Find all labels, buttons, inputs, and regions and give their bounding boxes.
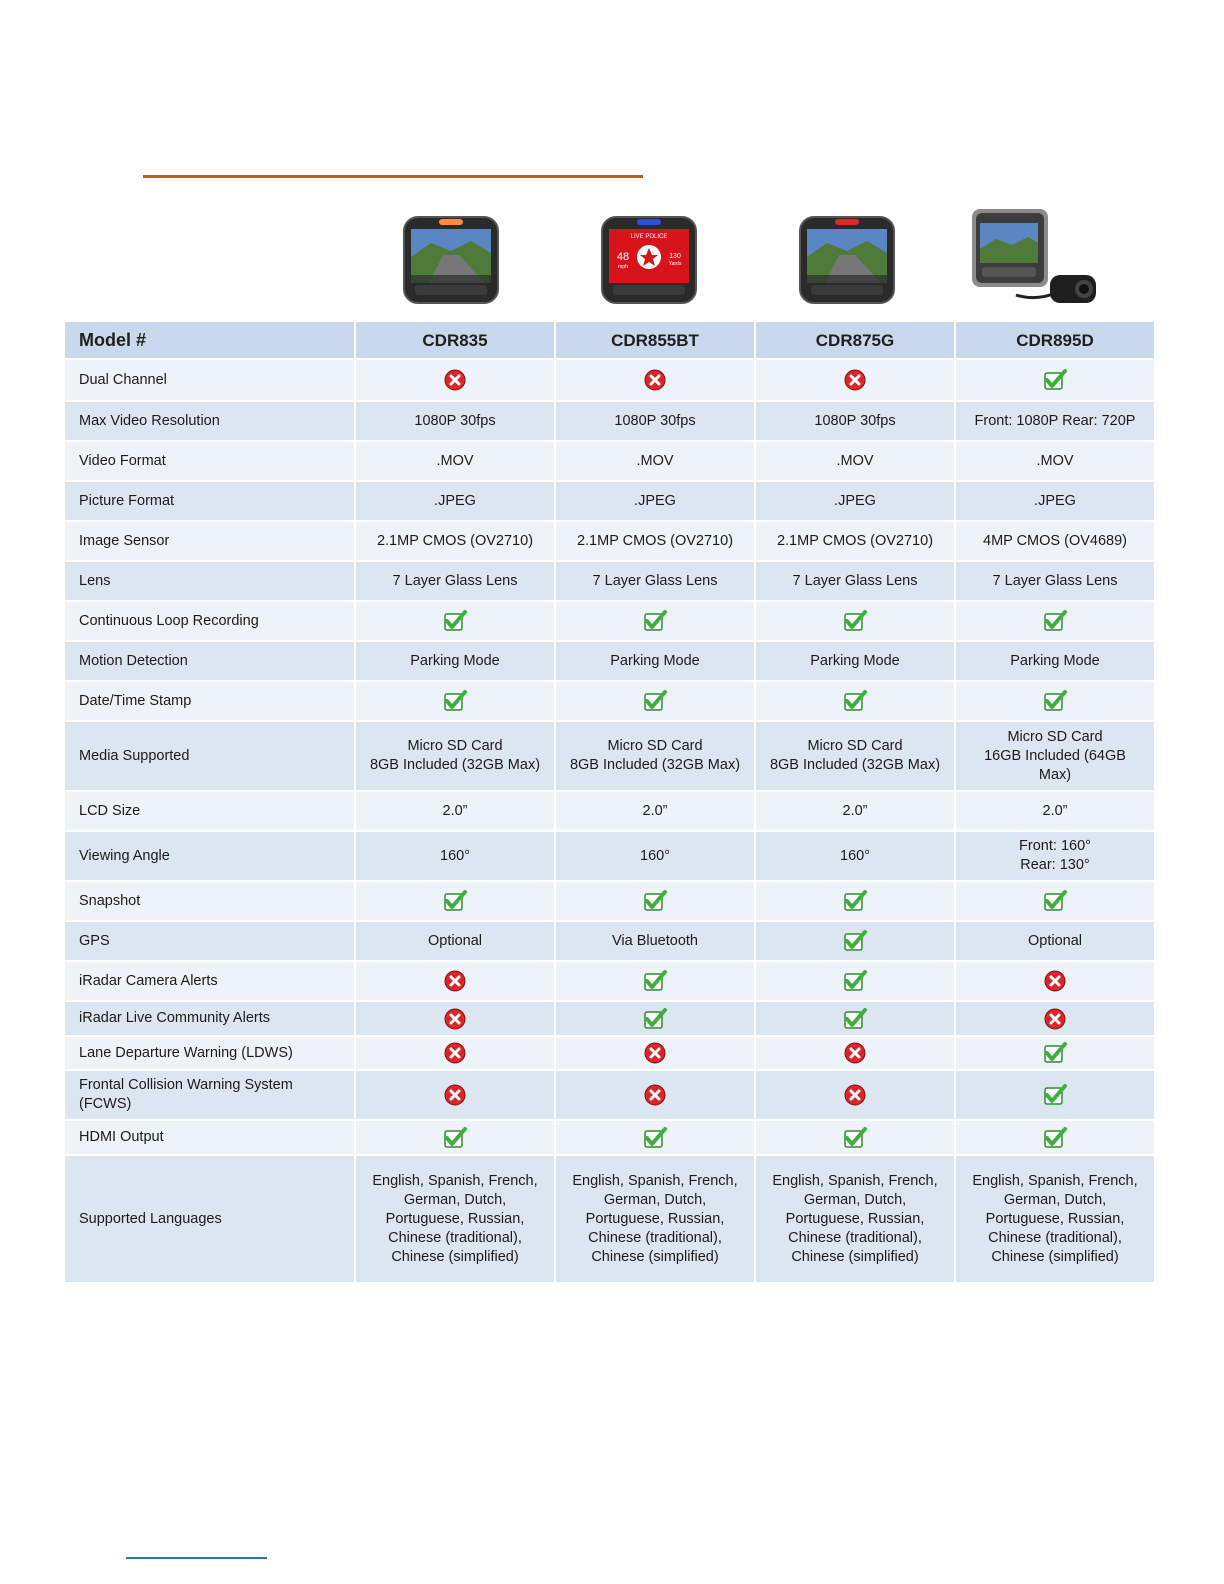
table-cell: .JPEG	[556, 482, 754, 520]
header-label: Model #	[65, 322, 354, 358]
table-cell: 2.0”	[956, 792, 1154, 830]
dashcam-icon	[352, 205, 550, 317]
table-row	[65, 562, 1154, 600]
table-cell: Micro SD Card 16GB Included (64GB Max)	[956, 722, 1154, 790]
table-row	[65, 522, 1154, 560]
dashcam-icon	[748, 205, 946, 317]
table-header-row	[65, 322, 1154, 358]
table-cell: 1080P 30fps	[356, 402, 554, 440]
cross-icon	[442, 368, 468, 392]
product-image-cdr855bt	[550, 205, 748, 317]
table-cell	[356, 682, 554, 720]
table-row	[65, 1121, 1154, 1154]
table-cell	[556, 1071, 754, 1119]
table-cell	[756, 360, 954, 400]
table-cell	[556, 962, 754, 1000]
table-cell	[956, 1002, 1154, 1035]
comparison-table	[63, 320, 1156, 1284]
title-rule	[143, 175, 643, 178]
dashcam-icon	[550, 205, 748, 317]
table-row	[65, 882, 1154, 920]
row-label: Max Video Resolution	[65, 402, 354, 440]
cross-icon	[442, 1007, 468, 1031]
table-cell: Micro SD Card 8GB Included (32GB Max)	[356, 722, 554, 790]
table-cell: English, Spanish, French, German, Dutch, Portuguese, Russian, Chinese (traditional), Chinese (simplified)	[356, 1156, 554, 1282]
table-cell: 4MP CMOS (OV4689)	[956, 522, 1154, 560]
table-cell	[756, 682, 954, 720]
table-cell: Parking Mode	[956, 642, 1154, 680]
table-cell	[956, 962, 1154, 1000]
check-icon	[442, 609, 468, 633]
cross-icon	[642, 368, 668, 392]
table-cell	[356, 1121, 554, 1154]
row-label: Picture Format	[65, 482, 354, 520]
table-cell: English, Spanish, French, German, Dutch, Portuguese, Russian, Chinese (traditional), Chinese (simplified)	[756, 1156, 954, 1282]
table-cell	[556, 602, 754, 640]
table-cell: 2.0”	[556, 792, 754, 830]
row-label: iRadar Live Community Alerts	[65, 1002, 354, 1035]
table-cell: Via Bluetooth	[556, 922, 754, 960]
table-cell: Parking Mode	[356, 642, 554, 680]
table-cell	[556, 360, 754, 400]
cross-icon	[442, 969, 468, 993]
table-cell: 2.1MP CMOS (OV2710)	[756, 522, 954, 560]
table-row	[65, 1156, 1154, 1282]
check-icon	[442, 889, 468, 913]
check-icon	[842, 929, 868, 953]
table-cell: .JPEG	[956, 482, 1154, 520]
cross-icon	[1042, 969, 1068, 993]
svg-text:mph: mph	[618, 264, 628, 270]
model-cdr835: CDR835	[356, 322, 554, 358]
table-cell	[756, 962, 954, 1000]
table-cell	[956, 1121, 1154, 1154]
row-label: Lens	[65, 562, 354, 600]
row-label: Supported Languages	[65, 1156, 354, 1282]
table-cell	[956, 1037, 1154, 1069]
row-label: Image Sensor	[65, 522, 354, 560]
row-label: Snapshot	[65, 882, 354, 920]
check-icon	[1042, 1083, 1068, 1107]
table-cell	[556, 882, 754, 920]
table-cell: .JPEG	[756, 482, 954, 520]
check-icon	[442, 1126, 468, 1150]
table-row	[65, 482, 1154, 520]
check-icon	[1042, 609, 1068, 633]
row-label: Dual Channel	[65, 360, 354, 400]
table-cell	[356, 602, 554, 640]
check-icon	[842, 1007, 868, 1031]
check-icon	[642, 1126, 668, 1150]
check-icon	[642, 689, 668, 713]
check-icon	[642, 969, 668, 993]
check-icon	[842, 689, 868, 713]
table-cell: Optional	[356, 922, 554, 960]
table-cell: 160°	[556, 832, 754, 880]
check-icon	[642, 1007, 668, 1031]
table-cell	[756, 1002, 954, 1035]
table-row	[65, 402, 1154, 440]
check-icon	[1042, 889, 1068, 913]
row-label: Motion Detection	[65, 642, 354, 680]
table-cell: .MOV	[356, 442, 554, 480]
table-cell: English, Spanish, French, German, Dutch, Portuguese, Russian, Chinese (traditional), Chinese (simplified)	[956, 1156, 1154, 1282]
row-label: Viewing Angle	[65, 832, 354, 880]
footer-rule	[126, 1557, 267, 1559]
check-icon	[842, 1126, 868, 1150]
table-cell: 2.1MP CMOS (OV2710)	[356, 522, 554, 560]
check-icon	[842, 969, 868, 993]
row-label: LCD Size	[65, 792, 354, 830]
row-label: iRadar Camera Alerts	[65, 962, 354, 1000]
table-cell	[756, 602, 954, 640]
row-label: Video Format	[65, 442, 354, 480]
cross-icon	[842, 1083, 868, 1107]
model-cdr875g: CDR875G	[756, 322, 954, 358]
table-cell: 7 Layer Glass Lens	[756, 562, 954, 600]
table-cell	[756, 1121, 954, 1154]
table-cell	[956, 1071, 1154, 1119]
cross-icon	[842, 1041, 868, 1065]
dashcam-icon	[946, 205, 1144, 317]
check-icon	[442, 689, 468, 713]
table-cell: Micro SD Card 8GB Included (32GB Max)	[556, 722, 754, 790]
svg-text:LIVE POLICE: LIVE POLICE	[630, 234, 668, 240]
row-label: Media Supported	[65, 722, 354, 790]
table-cell: .MOV	[956, 442, 1154, 480]
table-cell: 7 Layer Glass Lens	[956, 562, 1154, 600]
table-row	[65, 922, 1154, 960]
model-cdr895d: CDR895D	[956, 322, 1154, 358]
table-cell: 1080P 30fps	[756, 402, 954, 440]
model-cdr855bt: CDR855BT	[556, 322, 754, 358]
table-cell	[556, 1002, 754, 1035]
table-row	[65, 1002, 1154, 1035]
product-image-cdr895d	[946, 205, 1144, 317]
cross-icon	[442, 1041, 468, 1065]
table-cell	[356, 882, 554, 920]
table-cell: 2.0”	[756, 792, 954, 830]
row-label: Lane Departure Warning (LDWS)	[65, 1037, 354, 1069]
table-cell: .JPEG	[356, 482, 554, 520]
row-label: Date/Time Stamp	[65, 682, 354, 720]
table-cell	[756, 922, 954, 960]
table-cell	[556, 682, 754, 720]
product-image-cdr875g	[748, 205, 946, 317]
table-cell	[356, 1037, 554, 1069]
table-cell	[956, 682, 1154, 720]
check-icon	[642, 609, 668, 633]
svg-text:48: 48	[616, 251, 630, 263]
table-cell: Optional	[956, 922, 1154, 960]
table-row	[65, 722, 1154, 790]
table-cell	[556, 1121, 754, 1154]
table-cell: 2.1MP CMOS (OV2710)	[556, 522, 754, 560]
table-cell	[756, 882, 954, 920]
table-cell: Parking Mode	[756, 642, 954, 680]
table-cell: Micro SD Card 8GB Included (32GB Max)	[756, 722, 954, 790]
table-cell: .MOV	[556, 442, 754, 480]
check-icon	[1042, 689, 1068, 713]
table-cell	[956, 602, 1154, 640]
table-cell	[956, 882, 1154, 920]
table-cell	[956, 360, 1154, 400]
cross-icon	[442, 1083, 468, 1107]
table-row	[65, 962, 1154, 1000]
table-cell	[556, 1037, 754, 1069]
row-label: Frontal Collision Warning System (FCWS)	[65, 1071, 354, 1119]
table-cell	[356, 1002, 554, 1035]
row-label: GPS	[65, 922, 354, 960]
table-row	[65, 682, 1154, 720]
table-row	[65, 832, 1154, 880]
table-row	[65, 442, 1154, 480]
table-cell: Front: 1080P Rear: 720P	[956, 402, 1154, 440]
table-row	[65, 642, 1154, 680]
table-cell	[356, 360, 554, 400]
check-icon	[1042, 1041, 1068, 1065]
row-label: Continuous Loop Recording	[65, 602, 354, 640]
check-icon	[842, 889, 868, 913]
table-cell: 7 Layer Glass Lens	[356, 562, 554, 600]
cross-icon	[842, 368, 868, 392]
check-icon	[1042, 368, 1068, 392]
check-icon	[842, 609, 868, 633]
table-cell: 1080P 30fps	[556, 402, 754, 440]
svg-text:130: 130	[669, 253, 681, 260]
table-cell: .MOV	[756, 442, 954, 480]
table-row	[65, 1037, 1154, 1069]
product-images	[352, 205, 1147, 317]
table-cell: Front: 160° Rear: 130°	[956, 832, 1154, 880]
table-cell	[356, 962, 554, 1000]
check-icon	[642, 889, 668, 913]
check-icon	[1042, 1126, 1068, 1150]
product-image-cdr835	[352, 205, 550, 317]
table-cell: 160°	[756, 832, 954, 880]
table-cell: 2.0”	[356, 792, 554, 830]
table-cell	[756, 1037, 954, 1069]
table-row	[65, 1071, 1154, 1119]
table-cell	[356, 1071, 554, 1119]
table-cell: 7 Layer Glass Lens	[556, 562, 754, 600]
table-row	[65, 360, 1154, 400]
table-cell	[756, 1071, 954, 1119]
table-cell: 160°	[356, 832, 554, 880]
cross-icon	[642, 1083, 668, 1107]
cross-icon	[1042, 1007, 1068, 1031]
table-row	[65, 602, 1154, 640]
table-row	[65, 792, 1154, 830]
table-cell: Parking Mode	[556, 642, 754, 680]
svg-text:Yards: Yards	[668, 261, 682, 267]
cross-icon	[642, 1041, 668, 1065]
row-label: HDMI Output	[65, 1121, 354, 1154]
table-cell: English, Spanish, French, German, Dutch, Portuguese, Russian, Chinese (traditional), Chinese (simplified)	[556, 1156, 754, 1282]
